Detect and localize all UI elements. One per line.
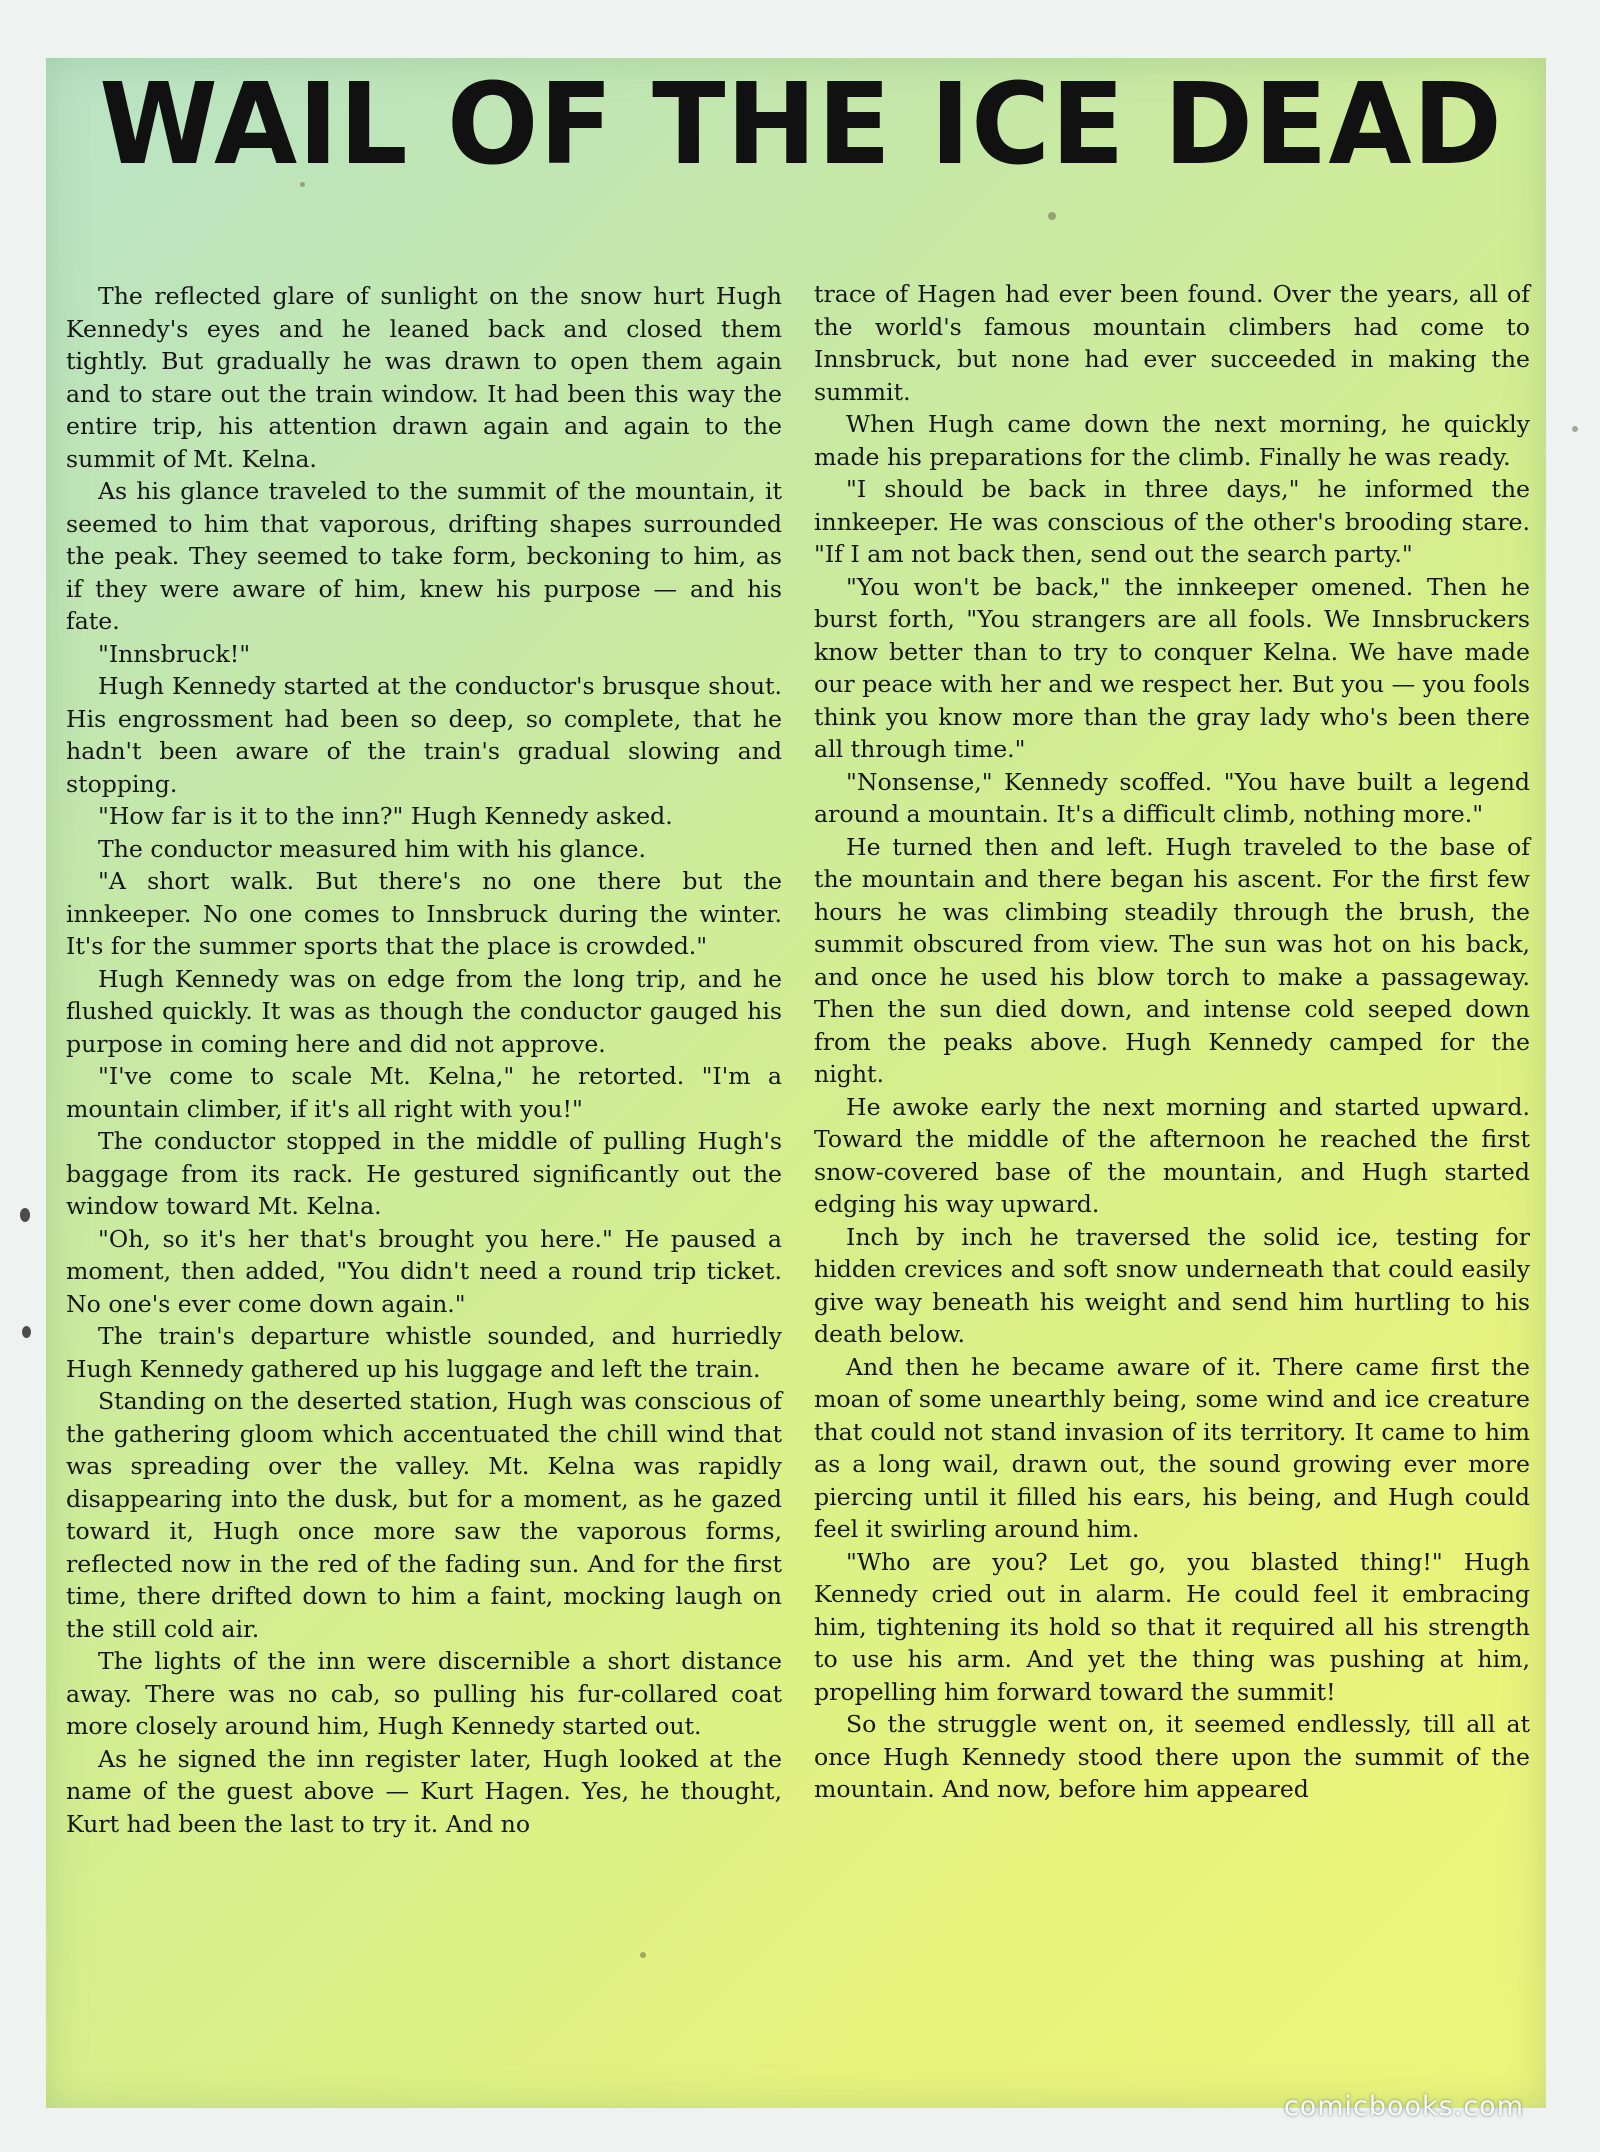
paragraph: When Hugh came down the next morning, he quickly made his preparations for the climb. Finally he was ready. [814, 410, 1530, 471]
paragraph: The train's departure whistle sounded, and hurriedly Hugh Kennedy gathered up his luggage and left the train. [66, 1322, 782, 1383]
paragraph: He turned then and left. Hugh traveled to the base of the mountain and there began his ascent. For the first few hours he was climbing steadily through the brush, the summit obscured from view. The sun was hot on his back, and once he used his blow torch to make a passageway. Then the sun died down, and intense cold seeped down from the peaks above. Hugh Kennedy camped for the night. [814, 832, 1530, 1088]
print-speck [1048, 212, 1056, 220]
paragraph: "How far is it to the inn?" Hugh Kennedy asked. [98, 802, 673, 830]
print-speck [22, 1326, 31, 1338]
paragraph: Hugh Kennedy started at the conductor's brusque shout. His engrossment had been so deep, so complete, that he hadn't been aware of the train's gradual slowing and stopping. [66, 672, 782, 798]
paragraph: Inch by inch he traversed the solid ice, testing for hidden crevices and soft snow underneath that could easily give way beneath his weight and send him hurtling to his death below. [814, 1222, 1530, 1348]
paragraph: The conductor measured him with his glance. [98, 834, 647, 863]
paragraph: trace of Hagen had ever been found. Over the years, all of the world's famous mountain climbers had come to Innsbruck, but none had ever succeeded in making the summit. [814, 280, 1530, 406]
paragraph: "Oh, so it's her that's brought you here." He paused a moment, then added, "You didn't need a round trip ticket. No one's ever come down again." [66, 1224, 782, 1318]
paragraph: And then he became aware of it. There came first the moan of some unearthly being, some wind and ice creature that could not stand invasion of its territory. It came to him as a long wail, drawn out, the sound growing ever more piercing until it filled his ears, his being, and Hugh could feel it swirling around him. [814, 1352, 1530, 1543]
paragraph: The conductor stopped in the middle of pulling Hugh's baggage from its rack. He gestured significantly out the window toward Mt. Kelna. [66, 1127, 782, 1220]
paragraph: As his glance traveled to the summit of the mountain, it seemed to him that vaporous, drifting shapes surrounded the peak. They seemed to take form, beckoning to him, as if they were aware of him, knew his purpose — and his fate. [66, 477, 782, 635]
print-speck [640, 1952, 646, 1958]
paragraph: The lights of the inn were discernible a short distance away. There was no cab, so pulling his fur-collared coat more closely around him, Hugh Kennedy started out. [66, 1647, 782, 1740]
paragraph: "I've come to scale Mt. Kelna," he retorted. "I'm a mountain climber, if it's all right with you!" [66, 1062, 782, 1123]
paragraph: The reflected glare of sunlight on the snow hurt Hugh Kennedy's eyes and he leaned back and closed them tightly. But gradually he was drawn to open them again and to stare out the train window. It had been this way the entire trip, his attention drawn again and again to the summit of Mt. Kelna. [66, 282, 782, 473]
paragraph: "Nonsense," Kennedy scoffed. "You have built a legend around a mountain. It's a difficult climb, nothing more." [814, 767, 1530, 828]
paragraph: Standing on the deserted station, Hugh was conscious of the gathering gloom which accentuated the chill wind that was spreading over the valley. Mt. Kelna was rapidly disappearing into the dusk, but for a moment, as he gazed toward it, Hugh once more saw the vaporous forms, reflected now in the red of the fading sun. And for the first time, there drifted down to him a faint, mocking laugh on the still cold air. [66, 1387, 782, 1643]
left-column [66, 280, 782, 1840]
paragraph: "I should be back in three days," he informed the innkeeper. He was conscious of the other's brooding stare. "If I am not back then, send out the search party." [814, 475, 1530, 568]
site-watermark: comicbooks.com [1283, 2091, 1524, 2122]
paragraph: So the struggle went on, it seemed endlessly, till all at once Hugh Kennedy stood there upon the summit of the mountain. And now, before him appeared [814, 1710, 1530, 1803]
paragraph: "Who are you? Let go, you blasted thing!" Hugh Kennedy cried out in alarm. He could feel it embracing him, tightening its hold so that it required all his strength to use his arm. And yet the thing was pushing at him, propelling him forward toward the summit! [814, 1547, 1530, 1706]
story-title: WAIL OF THE ICE DEAD [99, 60, 1503, 190]
paragraph: He awoke early the next morning and started upward. Toward the middle of the afternoon he reached the first snow-covered base of the mountain, and Hugh started edging his way upward. [814, 1092, 1530, 1218]
paragraph: As he signed the inn register later, Hugh looked at the name of the guest above — Kurt Hagen. Yes, he thought, Kurt had been the last to try it. And no [66, 1744, 782, 1838]
paragraph: "You won't be back," the innkeeper omened. Then he burst forth, "You strangers are all fools. We Innsbruckers know better than to try to conquer Kelna. We have made our peace with her and we respect her. But you — you fools think you know more than the gray lady who's been there all through time." [814, 572, 1530, 763]
paragraph: "A short walk. But there's no one there but the innkeeper. No one comes to Innsbruck during the winter. It's for the summer sports that the place is crowded." [66, 867, 782, 960]
paragraph: Hugh Kennedy was on edge from the long trip, and he flushed quickly. It was as though the conductor gauged his purpose in coming here and did not approve. [66, 964, 782, 1058]
print-speck [1572, 426, 1578, 432]
paragraph: "Innsbruck!" [98, 639, 251, 668]
print-speck [20, 1208, 30, 1222]
right-column [814, 278, 1530, 1806]
